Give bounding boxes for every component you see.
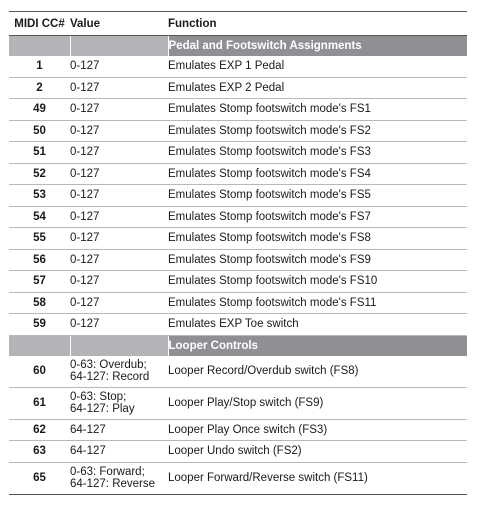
- value-cell: 0-127: [70, 185, 168, 207]
- cc-cell: 61: [9, 387, 70, 419]
- function-cell: Looper Undo switch (FS2): [168, 441, 467, 463]
- value-cell: 0-127: [70, 249, 168, 271]
- table-row: [9, 99, 467, 121]
- table-row: [9, 356, 467, 388]
- table-row: [9, 185, 467, 207]
- value-cell: 0-127: [70, 314, 168, 336]
- cc-cell: 60: [9, 356, 70, 388]
- function-cell: Looper Play/Stop switch (FS9): [168, 387, 467, 419]
- header-function: Function: [168, 12, 467, 36]
- table-row: [9, 462, 467, 494]
- function-cell: Emulates Stomp footswitch mode's FS11: [168, 292, 467, 314]
- table-row: [9, 163, 467, 185]
- table-row: [9, 249, 467, 271]
- table-row: [9, 292, 467, 314]
- table-row: [9, 77, 467, 99]
- cc-cell: 63: [9, 441, 70, 463]
- table-row: [9, 206, 467, 228]
- table-row: [9, 142, 467, 164]
- section-header: [9, 335, 467, 356]
- table-header: [9, 12, 467, 36]
- section-title: Looper Controls: [168, 335, 467, 356]
- section-spacer: [70, 36, 168, 57]
- value-cell: 64-127: [70, 419, 168, 441]
- table-row: [9, 314, 467, 336]
- cc-cell: 59: [9, 314, 70, 336]
- value-cell: 0-127: [70, 292, 168, 314]
- function-cell: Emulates Stomp footswitch mode's FS10: [168, 271, 467, 293]
- function-cell: Emulates EXP 1 Pedal: [168, 56, 467, 77]
- value-cell: 0-127: [70, 271, 168, 293]
- function-cell: Emulates EXP Toe switch: [168, 314, 467, 336]
- cc-cell: 57: [9, 271, 70, 293]
- cc-cell: 58: [9, 292, 70, 314]
- table-row: [9, 419, 467, 441]
- section-spacer: [9, 335, 70, 356]
- midi-cc-table: [9, 11, 467, 495]
- value-cell: 0-127: [70, 142, 168, 164]
- function-cell: Emulates Stomp footswitch mode's FS4: [168, 163, 467, 185]
- value-cell: 0-127: [70, 206, 168, 228]
- function-cell: Emulates Stomp footswitch mode's FS8: [168, 228, 467, 250]
- value-cell: 0-127: [70, 120, 168, 142]
- table-body: [9, 36, 467, 495]
- cc-cell: 54: [9, 206, 70, 228]
- section-header: [9, 36, 467, 57]
- function-cell: Emulates Stomp footswitch mode's FS1: [168, 99, 467, 121]
- value-cell: 0-63: Forward; 64-127: Reverse: [70, 462, 168, 494]
- function-cell: Emulates Stomp footswitch mode's FS9: [168, 249, 467, 271]
- table-row: [9, 271, 467, 293]
- value-cell: 0-63: Overdub; 64-127: Record: [70, 356, 168, 388]
- cc-cell: 55: [9, 228, 70, 250]
- value-cell: 0-63: Stop; 64-127: Play: [70, 387, 168, 419]
- header-value: Value: [70, 12, 168, 36]
- cc-cell: 51: [9, 142, 70, 164]
- value-cell: 0-127: [70, 56, 168, 77]
- table-row: [9, 56, 467, 77]
- cc-cell: 65: [9, 462, 70, 494]
- value-cell: 0-127: [70, 163, 168, 185]
- cc-cell: 49: [9, 99, 70, 121]
- table-row: [9, 441, 467, 463]
- cc-cell: 50: [9, 120, 70, 142]
- cc-cell: 52: [9, 163, 70, 185]
- value-cell: 64-127: [70, 441, 168, 463]
- cc-cell: 62: [9, 419, 70, 441]
- function-cell: Emulates Stomp footswitch mode's FS7: [168, 206, 467, 228]
- cc-cell: 1: [9, 56, 70, 77]
- cc-cell: 53: [9, 185, 70, 207]
- value-cell: 0-127: [70, 228, 168, 250]
- value-cell: 0-127: [70, 77, 168, 99]
- table-row: [9, 228, 467, 250]
- header-cc: MIDI CC#: [9, 12, 70, 36]
- section-spacer: [70, 335, 168, 356]
- cc-cell: 56: [9, 249, 70, 271]
- value-cell: 0-127: [70, 99, 168, 121]
- function-cell: Looper Forward/Reverse switch (FS11): [168, 462, 467, 494]
- function-cell: Emulates EXP 2 Pedal: [168, 77, 467, 99]
- section-title: Pedal and Footswitch Assignments: [168, 36, 467, 57]
- function-cell: Looper Record/Overdub switch (FS8): [168, 356, 467, 388]
- function-cell: Looper Play Once switch (FS3): [168, 419, 467, 441]
- function-cell: Emulates Stomp footswitch mode's FS3: [168, 142, 467, 164]
- function-cell: Emulates Stomp footswitch mode's FS5: [168, 185, 467, 207]
- cc-cell: 2: [9, 77, 70, 99]
- section-spacer: [9, 36, 70, 57]
- table-row: [9, 120, 467, 142]
- table-row: [9, 387, 467, 419]
- function-cell: Emulates Stomp footswitch mode's FS2: [168, 120, 467, 142]
